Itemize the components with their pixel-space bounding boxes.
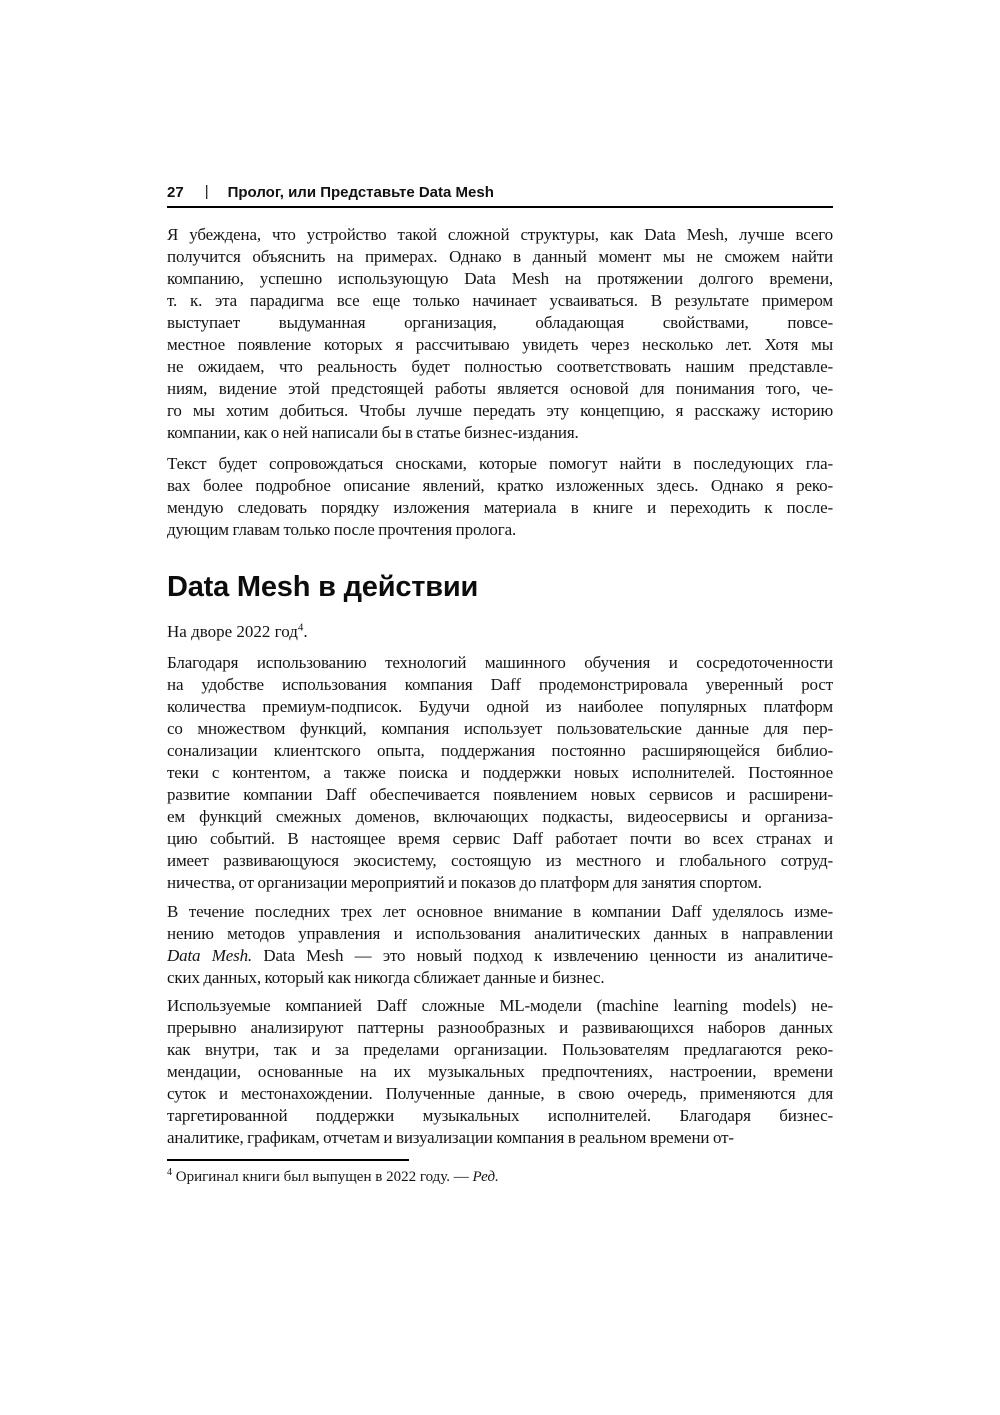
text-line: компанию, успешно использующую Data Mesh на протяжении долгого времени,: [167, 269, 833, 288]
text-line: вах более подробное описание явлений, кратко изложенных здесь. Однако я реко-: [167, 476, 833, 495]
running-head-title: Пролог, или Представьте Data Mesh: [227, 184, 494, 201]
paragraph-3: [167, 652, 833, 894]
header-separator: |: [204, 183, 209, 200]
footnote-rule: [167, 1159, 409, 1161]
text-line: дующим главам только после прочтения пролога.: [167, 520, 517, 539]
header-rule: [167, 206, 833, 208]
text-line: на удобстве использования компания Daff продемонстрировала уверенный рост: [167, 675, 833, 694]
text-line: Я убеждена, что устройство такой сложной структуры, как Data Mesh, лучше всего: [167, 225, 833, 244]
text-line: не ожидаем, что реальность будет полностью соответствовать нашим представле-: [167, 357, 833, 376]
text-line: имеет развивающуюся экосистему, состоящую из местного и глобального сотруд-: [167, 851, 833, 870]
text-line: со множеством функций, компания использует пользовательские данные для пер-: [167, 719, 833, 738]
text-line: количества премиум-подписок. Будучи одной из наиболее популярных платформ: [167, 697, 833, 716]
text-line: как внутри, так и за пределами организации. Пользователям предлагаются реко-: [167, 1040, 833, 1059]
text-line: теки с контентом, а также поиска и поддержки новых исполнителей. Постоянное: [167, 763, 833, 782]
page-footer: [167, 1159, 833, 1187]
text-line: Используемые компанией Daff сложные ML-модели (machine learning models) не-: [167, 996, 833, 1015]
page-body: [167, 224, 833, 1149]
text-line: Благодаря использованию технологий машинного обучения и сосредоточенности: [167, 653, 833, 672]
text-line: го мы хотим добиться. Чтобы лучше передать эту концепцию, я расскажу историю: [167, 401, 833, 420]
text-line: сонализации клиентского опыта, поддержания постоянно расширяющейся библио-: [167, 741, 833, 760]
text-line: т. к. эта парадигма все еще только начинает усваиваться. В результате примером: [167, 291, 833, 310]
running-head: [167, 184, 833, 202]
text-line: ских данных, который как никогда сближает данные и бизнес.: [167, 968, 605, 987]
text-line: нению методов управления и использования аналитических данных в направлении: [167, 924, 833, 943]
text-line: местное появление которых я рассчитываю увидеть через несколько лет. Хотя мы: [167, 335, 833, 354]
intro-line: На дворе 2022 год$^4$.: [167, 621, 308, 641]
text-line: ем функций смежных доменов, включающих подкасты, видеосервисы и организа-: [167, 807, 833, 826]
text-line: ничества, от организации мероприятий и показов до платформ для занятия спортом.: [167, 873, 762, 892]
footnote: $^4$ Оригинал книги был выпущен в 2022 году. — Ред.: [167, 1167, 499, 1185]
text-line: развитие компании Daff обеспечивается появлением новых сервисов и расширени-: [167, 785, 833, 804]
text-line: компании, как о ней написали бы в статье бизнес-издания.: [167, 423, 579, 442]
paragraph-1: [167, 224, 833, 444]
text-line: В течение последних трех лет основное внимание в компании Daff уделялось изме-: [167, 902, 833, 921]
text-line: аналитике, графикам, отчетам и визуализации компания в реальном времени от-: [167, 1128, 734, 1147]
text-line: цию событий. В настоящее время сервис Daff работает почти во всех странах и: [167, 829, 833, 848]
text-line: Текст будет сопровождаться сносками, которые помогут найти в последующих гла-: [167, 454, 833, 473]
paragraph-5: [167, 995, 833, 1149]
text-line: прерывно анализируют паттерны разнообразных и развивающихся наборов данных: [167, 1018, 833, 1037]
text-line: ниям, видение этой предстоящей работы является основой для понимания того, че-: [167, 379, 833, 398]
text-line: мендации, основанные на их музыкальных предпочтениях, настроении, времени: [167, 1062, 833, 1081]
text-line: таргетированной поддержки музыкальных исполнителей. Благодаря бизнес-: [167, 1106, 833, 1125]
paragraph-4: [167, 901, 833, 989]
text-line: Data Mesh. Data Mesh — это новый подход к извлечению ценности из аналитиче-: [167, 946, 833, 965]
page-number: 27: [167, 184, 184, 201]
text-line: суток и местонахождении. Полученные данные, в свою очередь, применяются для: [167, 1084, 833, 1103]
section-heading: Data Mesh в действии: [167, 571, 479, 603]
text-line: получится объяснить на примерах. Однако в данный момент мы не сможем найти: [167, 247, 833, 266]
page-content: [167, 0, 833, 1187]
text-line: выступает выдуманная организация, обладающая свойствами, повсе-: [167, 313, 833, 332]
paragraph-2: [167, 453, 833, 541]
text-line: мендую следовать порядку изложения материала в книге и переходить к после-: [167, 498, 833, 517]
